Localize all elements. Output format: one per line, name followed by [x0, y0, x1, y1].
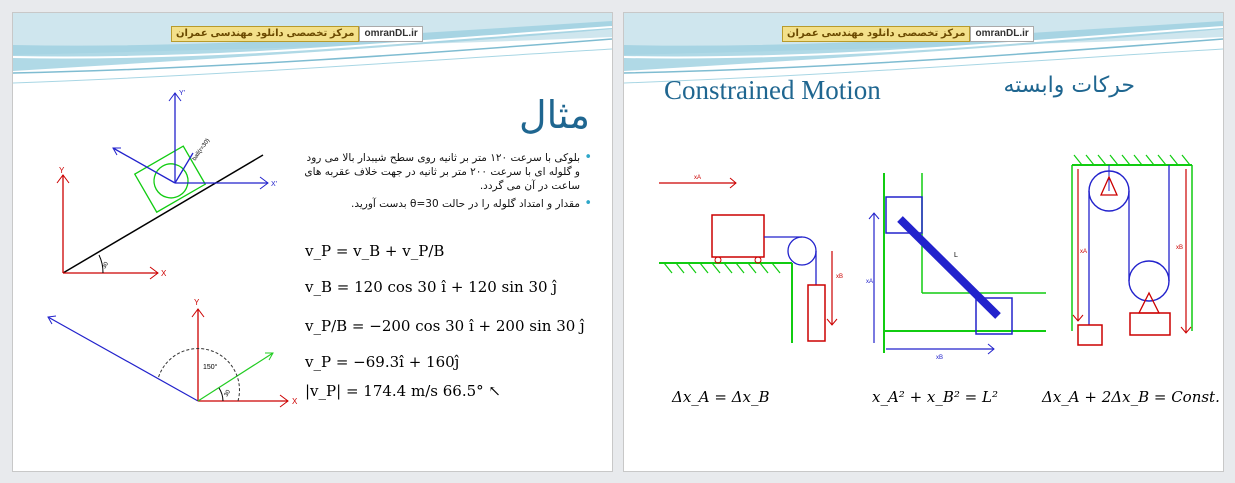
- inclined-plane-figure: [43, 73, 283, 285]
- problem-statement: [300, 151, 592, 215]
- relation-3: Δx_A + 2Δx_B = Const.: [1042, 388, 1220, 406]
- angle-150-label: 150°: [203, 364, 218, 371]
- slide-title-en: Constrained Motion: [664, 75, 881, 105]
- xb-label-3: xB: [1176, 245, 1184, 251]
- equation-4: v_P = −69.3î + 160ĵ: [305, 353, 460, 371]
- slide-constrained-motion[interactable]: [623, 12, 1224, 472]
- logo-en-text: omranDL.ir: [359, 26, 422, 42]
- x-axis-label: X: [161, 269, 167, 278]
- equation-1: v_P = v_B + v_P/B: [305, 242, 445, 260]
- velocity-diagram: [43, 297, 303, 437]
- xb-label-1: xB: [836, 274, 844, 280]
- bullet-item: • مقدار و امتداد گلوله را در حالت θ=30 بدست آورید.: [300, 197, 592, 211]
- equation-3: v_P/B = −200 cos 30 î + 200 sin 30 ĵ: [305, 317, 585, 335]
- relation-2: x_A² + x_B² = L²: [872, 388, 998, 406]
- angle-30-label: 30: [223, 389, 233, 398]
- xa-label-3: xA: [1080, 249, 1088, 255]
- logo-en-text: omranDL.ir: [970, 26, 1033, 42]
- slide-example[interactable]: [12, 12, 613, 472]
- y-axis-label-2: Y: [194, 298, 200, 307]
- x-prime-label: X': [271, 181, 278, 188]
- relation-1: Δx_A = Δx_B: [672, 388, 770, 406]
- bullet-item: • بلوکی با سرعت ۱۲۰ متر بر ثانیه روی سطح شیبدار بالا می رود و گلوله ای با سرعت ۲۰۰ متر بر ثانیه در جهت خلاف عقربه های ساعت در آن می گردد.: [300, 151, 592, 193]
- constrained-motion-diagrams: [654, 153, 1194, 369]
- ball-label: ball(r=30): [191, 137, 212, 163]
- logo-fa-text: مرکز تخصصی دانلود مهندسی عمران: [171, 26, 359, 42]
- angle-label: 30: [101, 261, 111, 270]
- y-axis-label: Y: [59, 166, 65, 175]
- logo-fa-text: مرکز تخصصی دانلود مهندسی عمران: [782, 26, 970, 42]
- slide-title: مثال: [518, 93, 590, 137]
- xa-label-1: xA: [694, 175, 702, 181]
- equation-5: |v_P| = 174.4 m/s 66.5° ↖: [305, 382, 501, 400]
- slide-title-fa: حرکات وابسته: [1003, 73, 1135, 98]
- xb-label-2: xB: [936, 355, 944, 361]
- l-label: L: [954, 252, 958, 259]
- x-axis-label-2: X: [292, 397, 298, 406]
- equation-2: v_B = 120 cos 30 î + 120 sin 30 ĵ: [305, 278, 557, 296]
- y-prime-label: Y': [179, 90, 186, 97]
- site-logo: [171, 26, 418, 42]
- xa-label-2: xA: [866, 279, 874, 285]
- site-logo: [782, 26, 1029, 42]
